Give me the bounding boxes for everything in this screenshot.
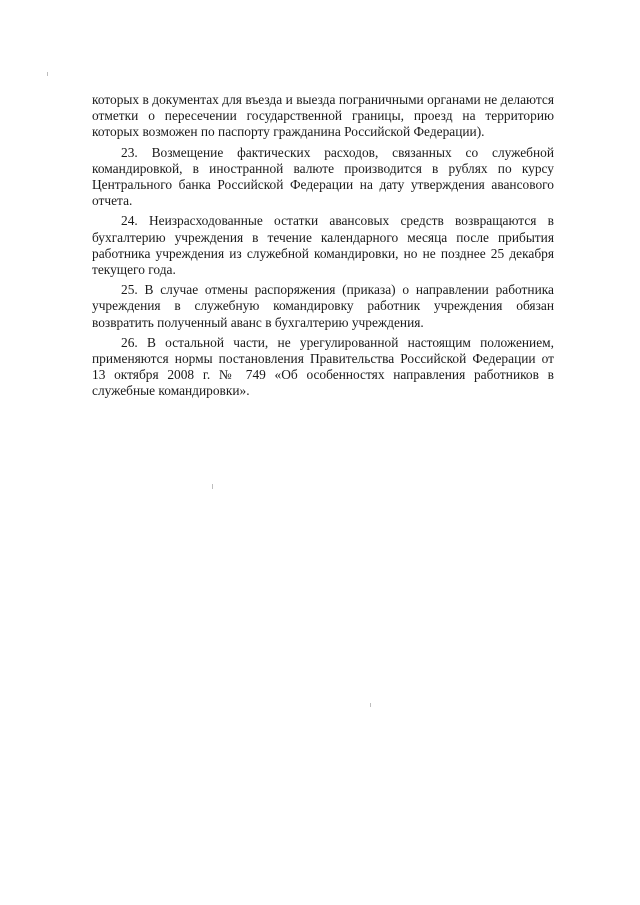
document-body [92,92,554,404]
paragraph-continuation: которых в документах для въезда и выезда пограничными органами не делаются отметки о пересечении государственной границы, проезд на территорию которых возможен по паспорту гражданина Российской Федерации). [92,92,554,140]
scan-speck [47,72,48,76]
paragraph-24: 24. Неизрасходованные остатки авансовых средств возвращаются в бухгалтерию учреждения в течение календарного месяца после прибытия работника учреждения из служебной командировки, но не позднее 25 декабря текущего года. [92,213,554,278]
paragraph-26: 26. В остальной части, не урегулированной настоящим положением, применяются нормы постановления Правительства Российской Федерации от 13 октября 2008 г. № 749 «Об особенностях направления работников в служебные командировки». [92,334,554,399]
paragraph-25: 25. В случае отмены распоряжения (приказа) о направлении работника учреждения в служебную командировку работник учреждения обязан возвратить полученный аванс в бухгалтерию учреждения. [92,282,554,330]
scan-speck [370,703,371,707]
paragraph-23: 23. Возмещение фактических расходов, связанных со служебной командировкой, в иностранной валюте производится в рублях по курсу Центрального банка Российской Федерации на дату утверждения авансового отчета. [92,144,554,209]
scan-speck [212,484,213,489]
